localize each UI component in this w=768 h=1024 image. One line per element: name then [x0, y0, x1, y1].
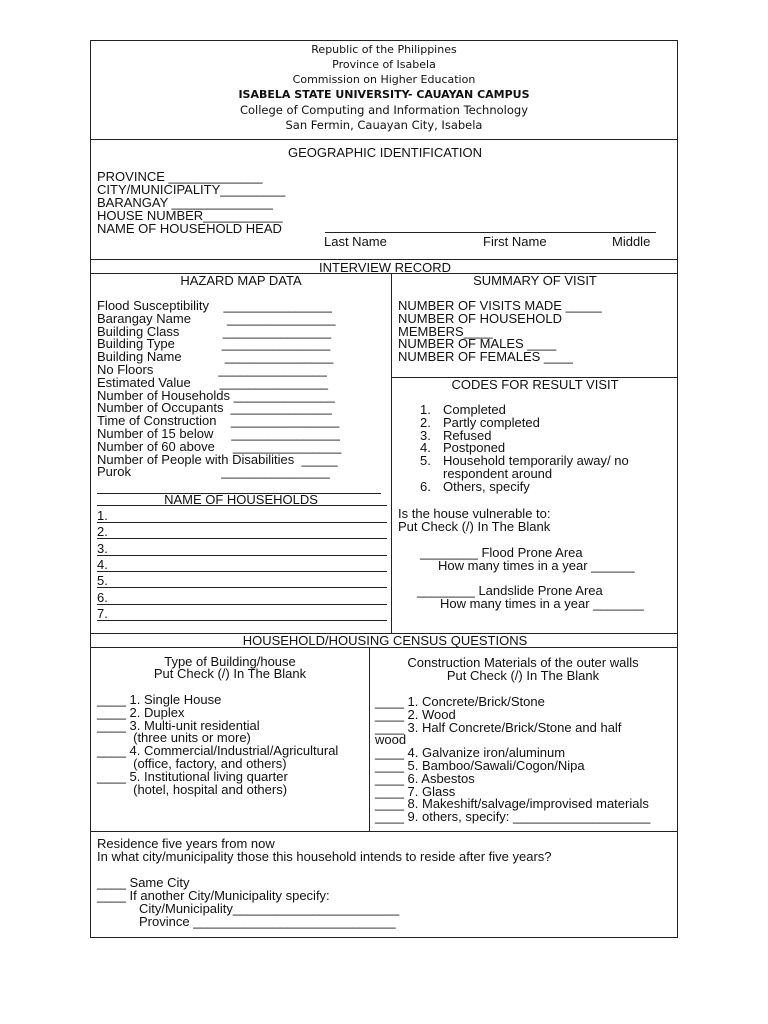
code-number: 5.	[420, 453, 431, 469]
household-line[interactable]	[97, 587, 387, 588]
hazard-field[interactable]: Estimated Value _______________	[97, 374, 329, 390]
summary-line[interactable]: NUMBER OF VISITS MADE _____	[398, 298, 602, 313]
material-option[interactable]: ____ 6. Asbestos	[375, 770, 475, 786]
code-text: Refused	[443, 427, 492, 443]
last-name-label: Last Name	[324, 234, 387, 249]
material-option[interactable]: ____ 9. others, specify: ___________________	[375, 809, 651, 825]
census-form	[90, 40, 678, 938]
barangay-field[interactable]: BARANGAY ______________	[97, 195, 273, 210]
code-text: Partly completed	[443, 414, 540, 430]
hazard-field[interactable]: Purok _______________	[97, 464, 330, 480]
code-number: 1.	[420, 402, 431, 417]
summary-line[interactable]: NUMBER OF FEMALES ____	[398, 349, 573, 365]
flood-times-field[interactable]: How many times in a year ______	[438, 558, 635, 573]
material-option: wood	[375, 732, 407, 748]
hazard-field[interactable]: Time of Construction _______________	[97, 413, 340, 429]
census-title: HOUSEHOLD/HOUSING CENSUS QUESTIONS	[242, 633, 528, 648]
hazard-field[interactable]: Number of Occupants ______________	[97, 400, 332, 416]
building-title: Type of Building/house	[164, 654, 296, 669]
household-line[interactable]	[97, 620, 387, 621]
code-number: 4.	[420, 440, 431, 456]
house-number-field[interactable]: HOUSE NUMBER___________	[97, 208, 283, 223]
hazard-field[interactable]: No Floors _______________	[97, 362, 327, 377]
code-number: 6.	[420, 478, 431, 494]
building-instruction: Put Check (/) In The Blank	[153, 666, 307, 681]
material-option[interactable]: ____ 2. Wood	[375, 706, 456, 722]
building-option: (office, factory, and others)	[97, 756, 287, 771]
material-option[interactable]: ____ 8. Makeshift/salvage/improvised materials	[375, 796, 649, 812]
landslide-prone-field[interactable]: ________ Landslide Prone Area	[417, 583, 603, 598]
header-university: ISABELA STATE UNIVERSITY- CAUAYAN CAMPUS	[238, 88, 530, 101]
building-option[interactable]: ____ 4. Commercial/Industrial/Agricultural	[97, 743, 339, 759]
material-option[interactable]: ____ 1. Concrete/Brick/Stone	[375, 694, 545, 709]
building-option: (three units or more)	[97, 730, 251, 746]
hazard-field[interactable]: Building Name _______________	[97, 349, 334, 365]
summary-title: SUMMARY OF VISIT	[473, 273, 597, 288]
city-field[interactable]: CITY/MUNICIPALITY_________	[97, 182, 286, 197]
interview-title: INTERVIEW RECORD	[319, 260, 451, 275]
hazard-field[interactable]: Flood Susceptibility _______________	[97, 298, 332, 313]
another-city-option[interactable]: ____ If another City/Municipality specify:	[97, 888, 330, 903]
header-commission: Commission on Higher Education	[292, 73, 476, 86]
household-line[interactable]	[97, 538, 387, 539]
material-option[interactable]: ____ 5. Bamboo/Sawali/Cogon/Nipa	[375, 758, 585, 773]
first-name-label: First Name	[483, 234, 547, 249]
header-republic: Republic of the Philippines	[311, 43, 457, 56]
household-head-label: NAME OF HOUSEHOLD HEAD	[97, 221, 282, 236]
landslide-times-field[interactable]: How many times in a year _______	[440, 596, 644, 611]
household-item[interactable]: 6.	[97, 589, 108, 605]
hazard-field[interactable]: Building Class _______________	[97, 323, 332, 339]
hazard-field[interactable]: Barangay Name _______________	[97, 310, 336, 326]
province-field[interactable]: PROVINCE _____________	[97, 169, 263, 184]
summary-line: NUMBER OF HOUSEHOLD	[398, 310, 562, 326]
hazard-title: HAZARD MAP DATA	[180, 273, 302, 288]
code-text: respondent around	[443, 466, 553, 481]
hazard-field[interactable]: Number of 60 above _______________	[97, 438, 342, 454]
materials-instruction: Put Check (/) In The Blank	[446, 668, 600, 683]
divider	[391, 273, 392, 633]
summary-line[interactable]: NUMBER OF MALES ____	[398, 336, 557, 352]
building-option[interactable]: ____ 5. Institutional living quarter	[97, 768, 288, 784]
code-text: Household temporarily away/ no	[443, 453, 629, 469]
code-text: Others, specify	[443, 478, 530, 494]
divider	[97, 505, 387, 506]
materials-title: Construction Materials of the outer walls	[407, 655, 639, 670]
geo-title: GEOGRAPHIC IDENTIFICATION	[287, 145, 483, 160]
header-province: Province of Isabela	[332, 58, 436, 71]
household-item[interactable]: 4.	[97, 556, 108, 572]
building-option[interactable]: ____ 2. Duplex	[97, 704, 185, 720]
household-item[interactable]: 1.	[97, 508, 108, 523]
divider	[91, 139, 677, 140]
household-head-line[interactable]	[325, 232, 656, 233]
material-option[interactable]: ____ 3. Half Concrete/Brick/Stone and half	[375, 719, 622, 735]
households-title: NAME OF HOUSEHOLDS	[164, 492, 318, 507]
household-item[interactable]: 5.	[97, 573, 108, 589]
code-text: Postponed	[443, 440, 506, 456]
residence-heading: Residence five years from now	[97, 836, 275, 851]
summary-line[interactable]: MEMBERS____	[398, 323, 493, 339]
code-text: Completed	[443, 402, 506, 417]
middle-name-label: Middle	[612, 234, 651, 249]
household-line[interactable]	[97, 604, 387, 605]
material-option[interactable]: ____ 4. Galvanize iron/aluminum	[375, 745, 566, 761]
vulnerable-instruction: Put Check (/) In The Blank	[398, 519, 551, 534]
code-number: 2.	[420, 414, 431, 430]
household-line[interactable]	[97, 555, 387, 556]
hazard-field[interactable]: Building Type _______________	[97, 336, 331, 352]
codes-title: CODES FOR RESULT VISIT	[451, 377, 619, 392]
divider	[91, 647, 677, 648]
household-item[interactable]: 2.	[97, 524, 108, 540]
flood-prone-field[interactable]: ________ Flood Prone Area	[420, 545, 583, 560]
household-item[interactable]: 3.	[97, 540, 108, 556]
household-line[interactable]	[97, 522, 387, 523]
building-option[interactable]: ____ 3. Multi-unit residential	[97, 717, 260, 733]
province-residence-field[interactable]: Province ____________________________	[139, 914, 396, 929]
vulnerable-question: Is the house vulnerable to:	[398, 506, 551, 521]
material-option[interactable]: ____ 7. Glass	[375, 783, 456, 799]
household-line[interactable]	[97, 571, 387, 572]
household-item[interactable]: 7.	[97, 605, 108, 621]
city-municipality-field[interactable]: City/Municipality_______________________	[139, 901, 400, 916]
same-city-option[interactable]: ____ Same City	[97, 875, 190, 890]
hazard-field[interactable]: Number of 15 below _______________	[97, 426, 340, 441]
building-option[interactable]: ____ 1. Single House	[97, 692, 222, 707]
header-college: College of Computing and Information Technology	[239, 103, 529, 117]
code-number: 3.	[420, 427, 431, 443]
header-address: San Fermin, Cauayan City, Isabela	[285, 118, 483, 132]
hazard-field[interactable]: Number of Households ______________	[97, 387, 335, 403]
residence-question: In what city/municipality those this household intends to reside after five years?	[97, 849, 552, 864]
hazard-field[interactable]: Number of People with Disabilities _____	[97, 451, 338, 467]
building-option: (hotel, hospital and others)	[97, 781, 288, 797]
divider	[91, 831, 677, 832]
